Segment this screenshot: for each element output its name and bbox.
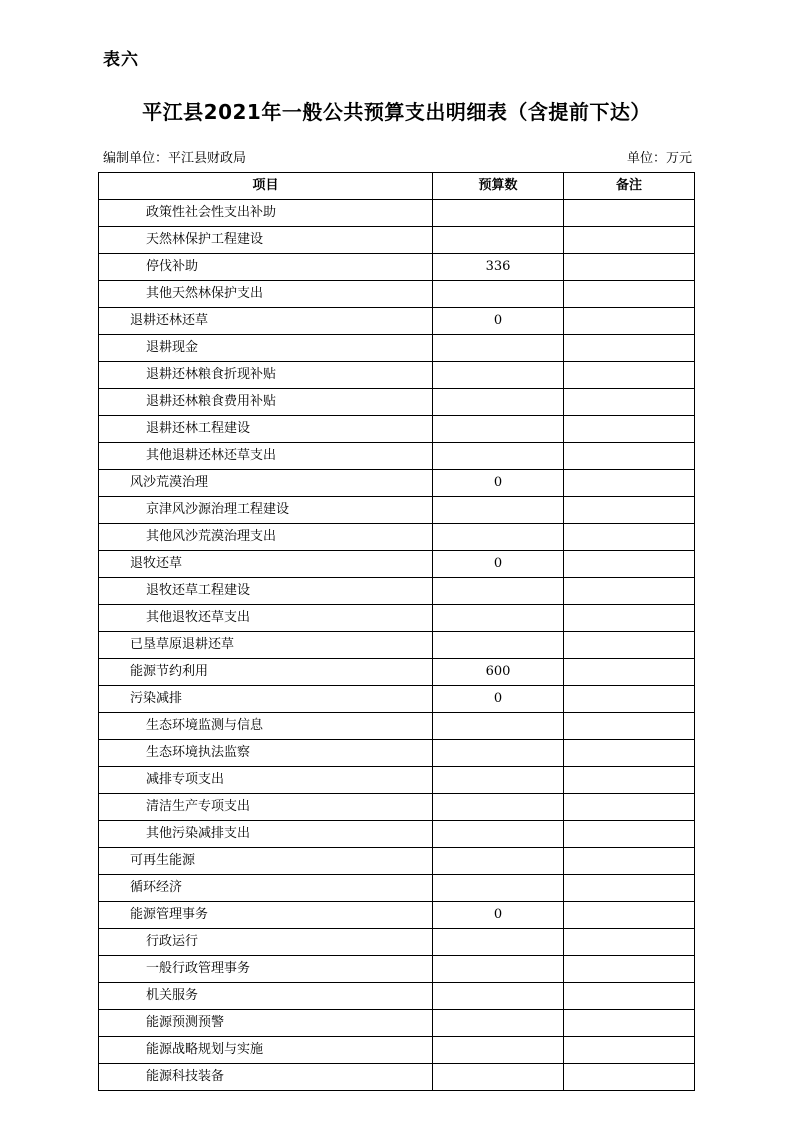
row-note	[564, 254, 695, 281]
table-row	[99, 1064, 695, 1091]
row-note	[564, 821, 695, 848]
row-item: 其他退牧还草支出	[99, 605, 433, 632]
row-item: 生态环境执法监察	[99, 740, 433, 767]
row-note	[564, 524, 695, 551]
row-amount	[433, 416, 564, 443]
row-amount	[433, 200, 564, 227]
row-amount	[433, 929, 564, 956]
row-item: 京津风沙源治理工程建设	[99, 497, 433, 524]
table-row	[99, 227, 695, 254]
row-note	[564, 308, 695, 335]
table-row	[99, 335, 695, 362]
table-row	[99, 254, 695, 281]
compiling-unit: 编制单位：平江县财政局	[103, 151, 247, 166]
row-note	[564, 362, 695, 389]
row-amount: 0	[433, 686, 564, 713]
row-note	[564, 686, 695, 713]
row-note	[564, 740, 695, 767]
table-row	[99, 767, 695, 794]
row-item: 生态环境监测与信息	[99, 713, 433, 740]
row-item: 污染减排	[99, 686, 433, 713]
row-item: 循环经济	[99, 875, 433, 902]
table-row	[99, 443, 695, 470]
table-row	[99, 740, 695, 767]
row-note	[564, 632, 695, 659]
table-row	[99, 713, 695, 740]
row-item: 停伐补助	[99, 254, 433, 281]
row-amount	[433, 713, 564, 740]
row-note	[564, 1010, 695, 1037]
row-amount	[433, 983, 564, 1010]
row-amount	[433, 497, 564, 524]
row-amount: 600	[433, 659, 564, 686]
table-row	[99, 821, 695, 848]
row-item: 其他污染减排支出	[99, 821, 433, 848]
row-note	[564, 605, 695, 632]
table-row	[99, 362, 695, 389]
row-item: 能源预测预警	[99, 1010, 433, 1037]
table-row	[99, 1037, 695, 1064]
row-item: 清洁生产专项支出	[99, 794, 433, 821]
table-row	[99, 551, 695, 578]
row-item: 一般行政管理事务	[99, 956, 433, 983]
row-item: 其他退耕还林还草支出	[99, 443, 433, 470]
header-note: 备注	[564, 173, 695, 200]
row-item: 机关服务	[99, 983, 433, 1010]
row-note	[564, 389, 695, 416]
row-note	[564, 470, 695, 497]
row-item: 退耕还林粮食费用补贴	[99, 389, 433, 416]
row-note	[564, 443, 695, 470]
document-title: 平江县2021年一般公共预算支出明细表（含提前下达）	[142, 100, 651, 124]
table-row	[99, 578, 695, 605]
row-amount	[433, 740, 564, 767]
row-note	[564, 902, 695, 929]
table-row	[99, 848, 695, 875]
row-item: 退耕还林工程建设	[99, 416, 433, 443]
row-item: 能源战略规划与实施	[99, 1037, 433, 1064]
row-item: 其他天然林保护支出	[99, 281, 433, 308]
row-amount: 0	[433, 308, 564, 335]
row-note	[564, 335, 695, 362]
row-item: 退牧还草	[99, 551, 433, 578]
row-amount	[433, 578, 564, 605]
row-note	[564, 713, 695, 740]
table-row	[99, 416, 695, 443]
table-label: 表六	[103, 50, 139, 70]
row-note	[564, 1037, 695, 1064]
row-amount	[433, 821, 564, 848]
table-row	[99, 470, 695, 497]
row-item: 减排专项支出	[99, 767, 433, 794]
table-row	[99, 686, 695, 713]
row-note	[564, 875, 695, 902]
row-note	[564, 200, 695, 227]
row-note	[564, 848, 695, 875]
row-item: 其他风沙荒漠治理支出	[99, 524, 433, 551]
row-note	[564, 578, 695, 605]
header-item: 项目	[99, 173, 433, 200]
row-amount	[433, 794, 564, 821]
table-body	[99, 200, 695, 1091]
row-amount	[433, 956, 564, 983]
budget-table	[98, 172, 695, 1091]
row-amount	[433, 1037, 564, 1064]
row-item: 退牧还草工程建设	[99, 578, 433, 605]
row-item: 可再生能源	[99, 848, 433, 875]
row-amount: 0	[433, 551, 564, 578]
row-item: 能源管理事务	[99, 902, 433, 929]
row-note	[564, 416, 695, 443]
row-note	[564, 767, 695, 794]
row-note	[564, 551, 695, 578]
table-header-row	[99, 173, 695, 200]
row-item: 能源节约利用	[99, 659, 433, 686]
row-note	[564, 1064, 695, 1091]
table-row	[99, 389, 695, 416]
table-row	[99, 497, 695, 524]
row-amount	[433, 605, 564, 632]
row-item: 天然林保护工程建设	[99, 227, 433, 254]
row-amount	[433, 389, 564, 416]
row-note	[564, 281, 695, 308]
row-item: 政策性社会性支出补助	[99, 200, 433, 227]
table-row	[99, 956, 695, 983]
row-item: 风沙荒漠治理	[99, 470, 433, 497]
table-row	[99, 605, 695, 632]
row-item: 退耕现金	[99, 335, 433, 362]
row-amount: 0	[433, 902, 564, 929]
table-row	[99, 875, 695, 902]
row-amount: 336	[433, 254, 564, 281]
row-amount	[433, 524, 564, 551]
row-amount	[433, 443, 564, 470]
row-item: 退耕还林还草	[99, 308, 433, 335]
row-note	[564, 794, 695, 821]
row-note	[564, 929, 695, 956]
table-row	[99, 308, 695, 335]
row-note	[564, 227, 695, 254]
row-note	[564, 956, 695, 983]
header-amount: 预算数	[433, 173, 564, 200]
row-amount	[433, 362, 564, 389]
table-row	[99, 659, 695, 686]
row-note	[564, 983, 695, 1010]
row-amount	[433, 1010, 564, 1037]
table-row	[99, 983, 695, 1010]
row-amount	[433, 335, 564, 362]
row-amount	[433, 632, 564, 659]
row-amount	[433, 767, 564, 794]
table-row	[99, 1010, 695, 1037]
table-row	[99, 902, 695, 929]
row-amount	[433, 848, 564, 875]
table-row	[99, 929, 695, 956]
row-item: 退耕还林粮食折现补贴	[99, 362, 433, 389]
table-row	[99, 281, 695, 308]
row-amount: 0	[433, 470, 564, 497]
table-row	[99, 524, 695, 551]
row-note	[564, 497, 695, 524]
row-amount	[433, 875, 564, 902]
row-item: 能源科技装备	[99, 1064, 433, 1091]
row-amount	[433, 1064, 564, 1091]
table-row	[99, 794, 695, 821]
currency-unit: 单位：万元	[626, 151, 692, 166]
row-amount	[433, 281, 564, 308]
table-row	[99, 200, 695, 227]
row-item: 行政运行	[99, 929, 433, 956]
table-row	[99, 632, 695, 659]
row-item: 已垦草原退耕还草	[99, 632, 433, 659]
row-note	[564, 659, 695, 686]
row-amount	[433, 227, 564, 254]
